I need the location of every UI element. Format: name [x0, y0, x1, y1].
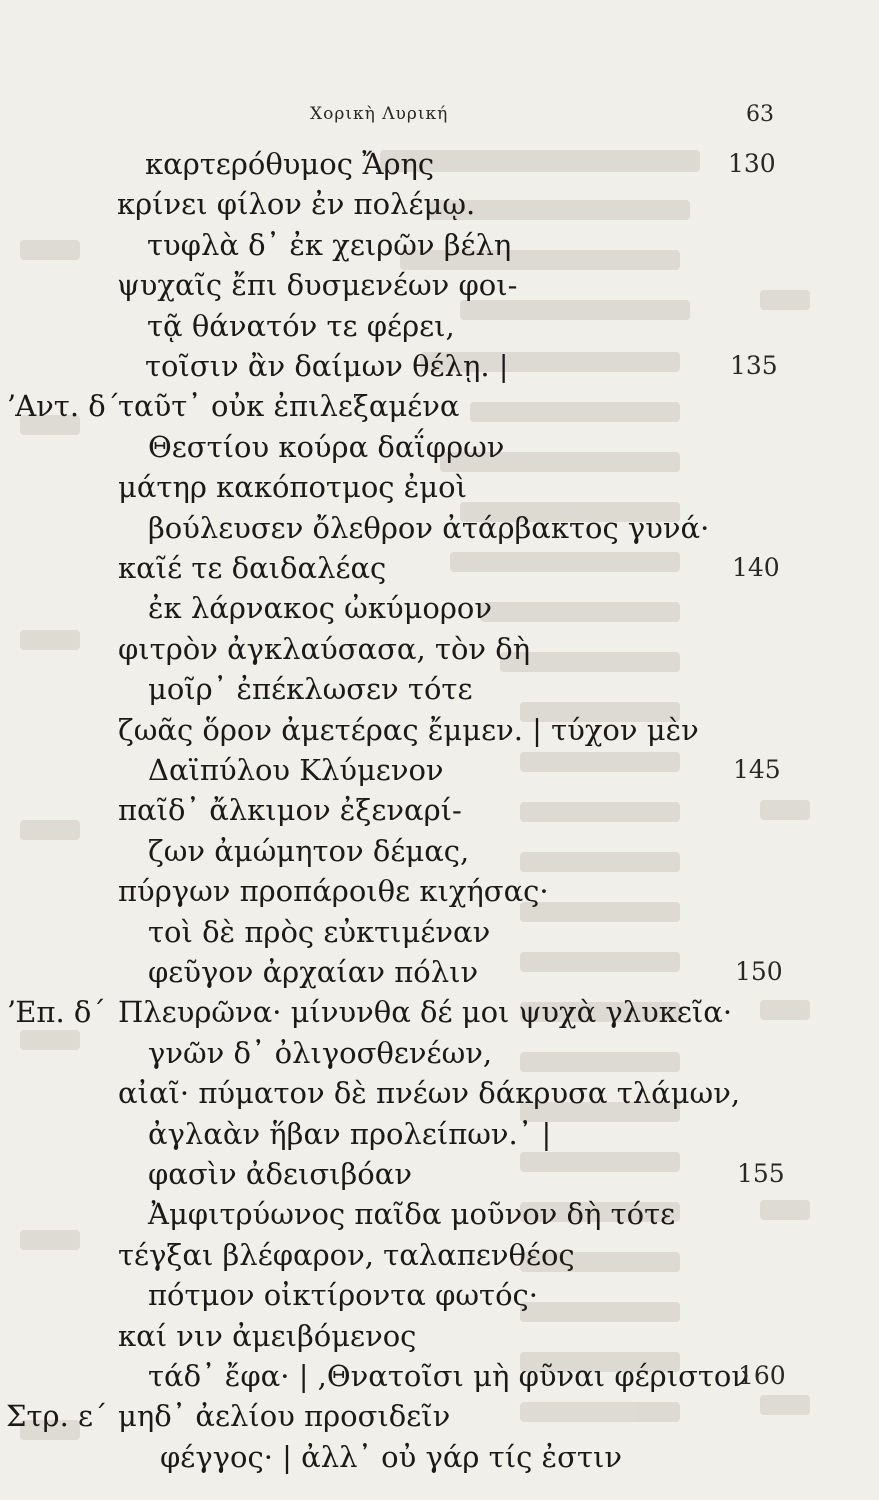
- line-number: 160: [738, 1361, 786, 1390]
- line-number: 135: [730, 351, 778, 380]
- poem-line: μάτηρ κακόποτμος ἐμοὶ: [118, 470, 467, 505]
- poem-line: πύργων προπάροιθε κιχήσας·: [118, 874, 549, 909]
- poem-line: ἐκ λάρνακος ὠκύμορον: [148, 591, 493, 626]
- margin-label-epode: ʼΕπ. δ΄: [6, 995, 106, 1030]
- line-number: 145: [733, 755, 781, 784]
- line-number: 155: [737, 1159, 785, 1188]
- poem-line: τοὶ δὲ πρὸς εὐκτιμέναν: [148, 914, 491, 949]
- poem-line: ψυχαῖς ἔπι δυσμενέων φοι-: [117, 268, 518, 303]
- poem-line: ζωᾶς ὅρον ἀμετέρας ἔμμεν. | τύχον μὲν: [118, 712, 699, 747]
- poem-line: Θεστίου κούρα δαΐφρων: [148, 429, 505, 464]
- poem-line: φασὶν ἀδεισιβόαν: [148, 1157, 412, 1191]
- poem-line: αἰαῖ· πύματον δὲ πνέων δάκρυσα τλάμων,: [118, 1076, 741, 1111]
- margin-label-antistrophe: ʼΑντ. δ΄: [6, 389, 121, 424]
- poem-line: ζων ἀμώμητον δέμας,: [148, 833, 470, 868]
- poem-line: βούλευσεν ὄλεθρον ἀτάρβακτος γυνά·: [148, 510, 710, 545]
- poem-line: ἀγλαὰν ἥβαν προλείπων.᾽ |: [148, 1116, 552, 1151]
- poem-line: τᾷ θάνατόν τε φέρει,: [147, 308, 455, 343]
- line-number: 140: [732, 553, 780, 582]
- poem-line: τέγξαι βλέφαρον, ταλαπενθέος: [118, 1237, 575, 1272]
- poem-line: καί νιν ἀμειβόμενος: [118, 1318, 417, 1353]
- poem-line: καῖέ τε δαιδαλέας: [118, 551, 387, 585]
- poem-line: παῖδ᾽ ἄλκιμον ἐξεναρί-: [118, 793, 462, 828]
- poem-line: τυφλὰ δ᾽ ἐκ χειρῶν βέλη: [147, 227, 512, 262]
- poem-line: πότμον οἰκτίροντα φωτός·: [148, 1278, 538, 1313]
- line-number: 150: [735, 957, 783, 986]
- poem-line: τάδ᾽ ἔφα· | ,Θνατοῖσι μὴ φῦναι φέριστον: [148, 1359, 749, 1393]
- running-header-title: Χορικὴ Λυρική: [310, 104, 449, 124]
- margin-label-strophe: Στρ. ε΄: [6, 1399, 108, 1434]
- poem-line: μοῖρ᾽ ἐπέκλωσεν τότε: [148, 672, 473, 707]
- poem-line: Δαϊπύλου Κλύμενον: [148, 753, 444, 787]
- poem-line: φιτρὸν ἀγκλαύσασα, τὸν δὴ: [118, 631, 531, 666]
- poem-line: φεῦγον ἀρχαίαν πόλιν: [148, 955, 479, 989]
- poem-line: κρίνει φίλον ἐν πολέμῳ.: [117, 187, 476, 222]
- poem-line: γνῶν δ᾽ ὀλιγοσθενέων,: [148, 1035, 493, 1070]
- poem-line: μηδ᾽ ἀελίου προσιδεῖν: [118, 1399, 451, 1434]
- poem-line: ταῦτ᾽ οὐκ ἐπιλεξαμένα: [118, 389, 460, 424]
- poem-line: Πλευρῶνα· μίνυνθα δέ μοι ψυχὰ γλυκεῖα·: [118, 995, 733, 1030]
- poem-line: καρτερόθυμος Ἄρης: [145, 147, 435, 181]
- poem-line: τοῖσιν ἂν δαίμων θέλῃ. |: [145, 349, 509, 383]
- poem-line: Ἀμφιτρύωνος παῖδα μοῦνον δὴ τότε: [148, 1197, 676, 1232]
- line-number: 130: [728, 149, 776, 178]
- page-number: 63: [746, 102, 774, 127]
- poem-line: φέγγος· | ἀλλ᾽ οὐ γάρ τίς ἐστιν: [160, 1439, 622, 1474]
